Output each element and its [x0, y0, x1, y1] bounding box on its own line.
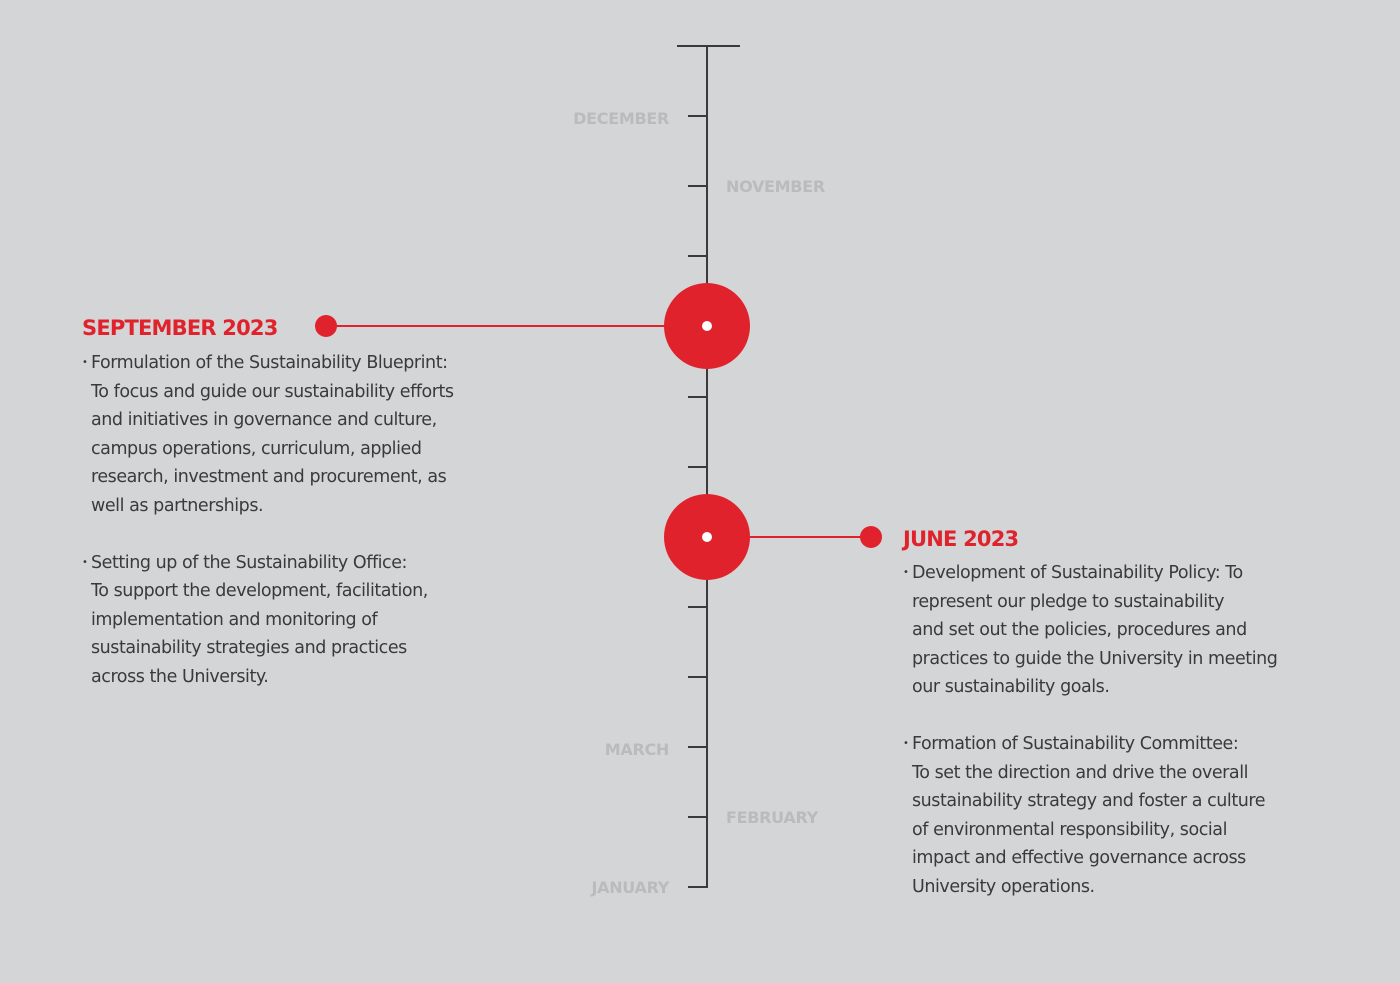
milestone-item-line: implementation and monitoring of — [91, 609, 378, 630]
september-node-center — [702, 321, 712, 331]
bullet-icon: • — [82, 357, 88, 368]
milestone-item-title: Formulation of the Sustainability Blueprint: — [91, 353, 448, 373]
june-node-center — [702, 532, 712, 542]
milestone-date-june-2023: JUNE 2023 — [903, 527, 1019, 551]
milestone-item-line: campus operations, curriculum, applied — [91, 438, 422, 459]
milestone-item-line: To set the direction and drive the overall — [912, 762, 1249, 783]
bullet-icon: • — [903, 567, 909, 578]
milestone-item-line: practices to guide the University in meeting — [912, 648, 1278, 669]
milestone-item-line: and set out the policies, procedures and — [912, 620, 1247, 641]
milestone-item-line: and initiatives in governance and culture, — [91, 410, 437, 431]
milestone-item-line: our sustainability goals. — [912, 677, 1110, 698]
milestone-item — [82, 549, 522, 692]
month-label-february: FEBRUARY — [726, 808, 818, 827]
milestone-item-line: of environmental responsibility, social — [912, 819, 1227, 840]
milestone-item-title: Setting up of the Sustainability Office: — [91, 552, 407, 573]
milestone-item-line: impact and effective governance across — [912, 848, 1246, 869]
milestone-item-line: sustainability strategy and foster a culture — [912, 791, 1266, 812]
june-dot — [860, 526, 882, 548]
month-label-december: DECEMBER — [573, 109, 669, 128]
september-dot — [315, 315, 337, 337]
milestone-item-line: To focus and guide our sustainability efforts — [91, 381, 454, 402]
bullet-icon: • — [82, 556, 88, 568]
milestone-item — [903, 559, 1363, 702]
milestone-details-june-2023 — [903, 559, 1363, 902]
milestone-date-september-2023: SEPTEMBER 2023 — [82, 316, 278, 340]
milestone-item-line: represent our pledge to sustainability — [912, 591, 1225, 612]
milestone-item-line: well as partnerships. — [91, 495, 264, 516]
milestone-details-september-2023 — [82, 349, 522, 692]
milestone-item-title: Development of Sustainability Policy: To — [912, 563, 1243, 583]
milestone-item — [82, 349, 522, 521]
milestone-item-line: sustainability strategies and practices — [91, 638, 407, 659]
month-label-january: JANUARY — [591, 878, 669, 897]
milestone-item-line: To support the development, facilitation, — [91, 581, 428, 602]
milestone-item-line: across the University. — [91, 666, 269, 687]
month-label-march: MARCH — [604, 740, 669, 759]
month-label-november: NOVEMBER — [726, 177, 825, 196]
milestone-item-line: research, investment and procurement, as — [91, 467, 447, 488]
milestone-item-line: University operations. — [912, 876, 1095, 897]
bullet-icon: • — [903, 737, 909, 749]
milestone-item — [903, 730, 1363, 902]
milestone-item-title: Formation of Sustainability Committee: — [912, 733, 1239, 754]
